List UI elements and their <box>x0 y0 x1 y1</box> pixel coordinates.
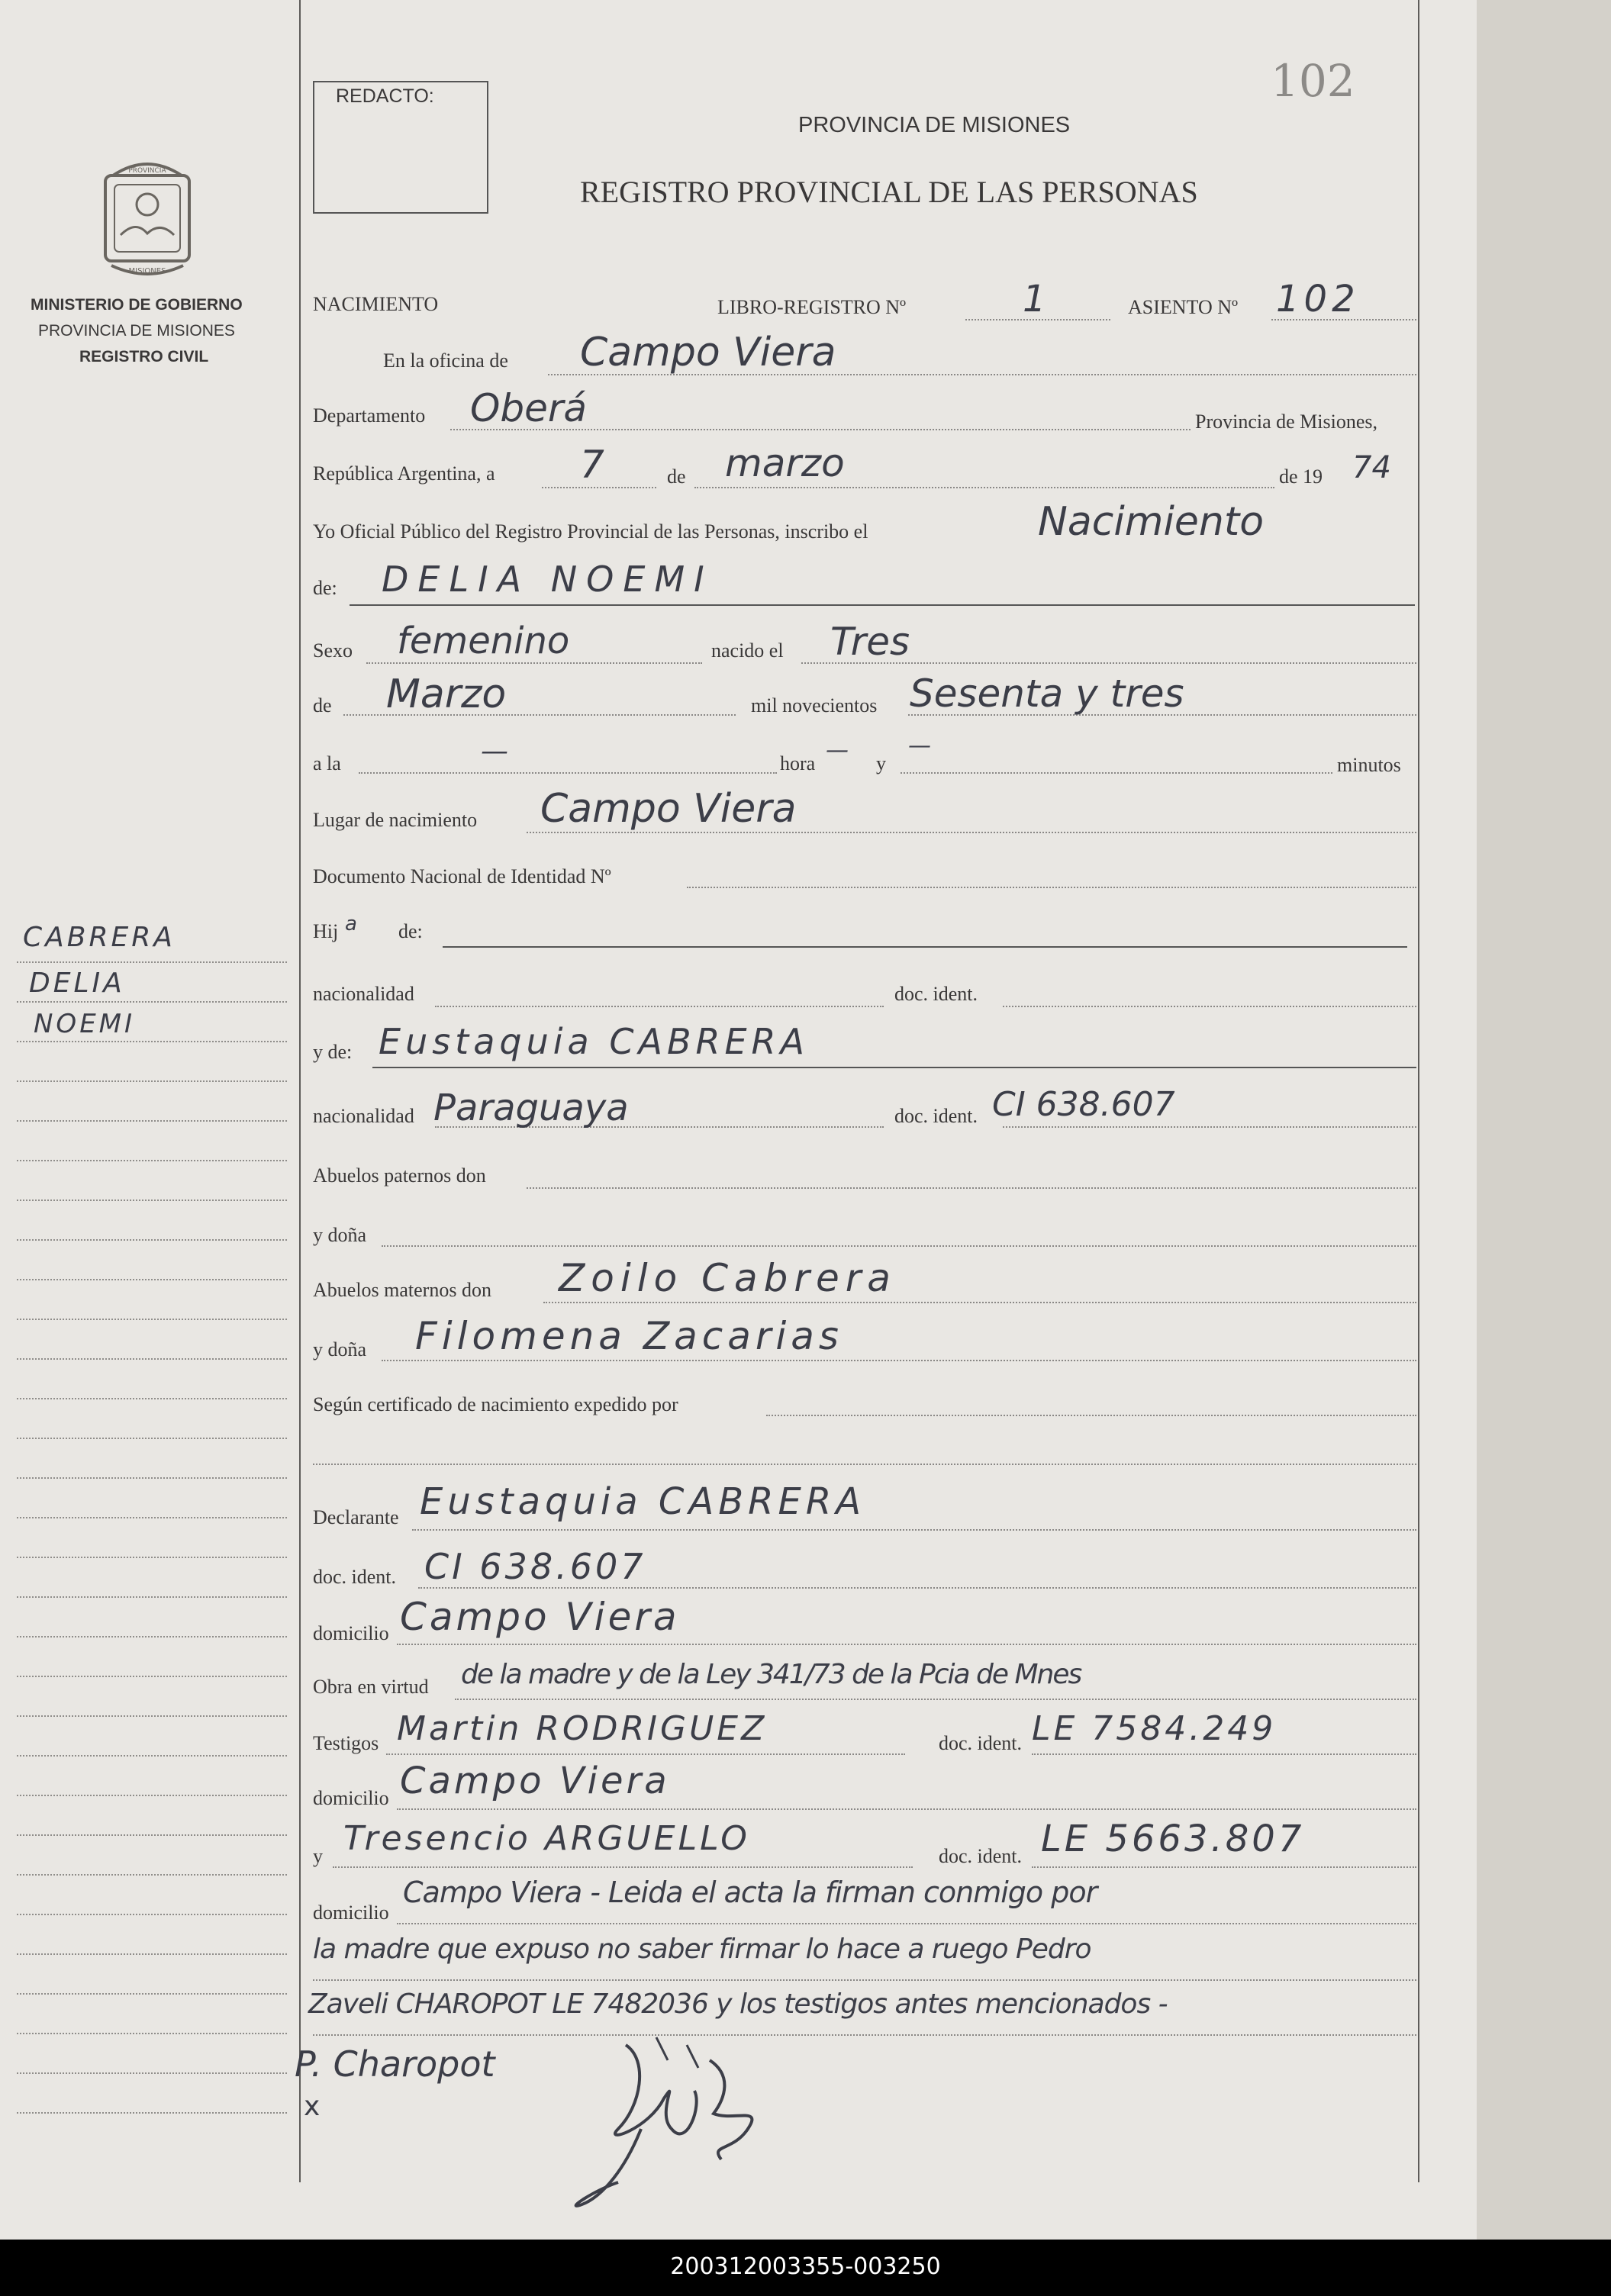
dni-label: Documento Nacional de Identidad Nº <box>313 865 611 887</box>
margin-line <box>17 1438 287 1439</box>
testigo2-y-label: y <box>313 1845 323 1867</box>
margin-surname: CABRERA <box>23 922 176 953</box>
margin-line <box>17 1319 287 1320</box>
oficina-value: Campo Viera <box>580 330 836 375</box>
testigo1-value: Martin RODRIGUEZ <box>397 1709 768 1748</box>
margin-line <box>17 1834 287 1836</box>
testigo1-domicilio-label: domicilio <box>313 1787 389 1809</box>
abuelos-maternos-label: Abuelos maternos don <box>313 1279 491 1301</box>
margin-line <box>17 1914 287 1915</box>
abuela-materna-line <box>382 1360 1416 1361</box>
document-identifier: 200312003355-003250 <box>670 2253 941 2280</box>
mother-name-value: Eustaquia CABRERA <box>379 1021 809 1062</box>
registry-title: REGISTRO PROVINCIAL DE LAS PERSONAS <box>580 175 1198 209</box>
abuelos-paternos-label: Abuelos paternos don <box>313 1164 486 1187</box>
ala-line <box>359 772 777 774</box>
margin-line <box>17 1358 287 1360</box>
year-value: 74 <box>1352 450 1391 485</box>
certificado-label: Según certificado de nacimiento expedido por <box>313 1393 678 1415</box>
closing-text-line: Zaveli CHAROPOT LE 7482036 y los testigos antes mencionados - <box>308 1988 1168 2020</box>
departamento-value: Oberá <box>470 386 588 430</box>
month-de-label: de <box>667 465 686 488</box>
minutos-line <box>901 772 1332 774</box>
abuelo-materno-value: Zoilo Cabrera <box>559 1256 897 1300</box>
ala-dash: — <box>481 736 508 767</box>
obra-value: de la madre y de la Ley 341/73 de la Pcia de Mnes <box>461 1659 1081 1690</box>
declarante-line <box>412 1529 1416 1531</box>
declarante-domicilio-line <box>397 1644 1416 1645</box>
father-nacionalidad-label: nacionalidad <box>313 983 414 1005</box>
closing-line-3 <box>313 2034 1416 2036</box>
testigo2-value: Tresencio ARGUELLO <box>343 1819 750 1858</box>
father-doc-label: doc. ident. <box>894 983 978 1005</box>
libro-value: 1 <box>1023 278 1046 320</box>
testigo2-doc-label: doc. ident. <box>939 1845 1023 1867</box>
margin-line <box>17 2112 287 2114</box>
redacto-label: REDACTO: <box>336 85 434 107</box>
margin-line <box>17 1993 287 1995</box>
margin-line <box>17 1874 287 1876</box>
sexo-value: femenino <box>397 620 570 662</box>
testigo1-doc-line <box>1032 1753 1416 1755</box>
testigo2-doc-value: LE 5663.807 <box>1041 1818 1305 1860</box>
father-doc-line <box>1003 1006 1416 1007</box>
lugar-line <box>527 832 1416 833</box>
sexo-line <box>366 662 702 664</box>
dni-line <box>687 887 1416 888</box>
month-line <box>694 487 1274 488</box>
act-value: Nacimiento <box>1038 499 1265 545</box>
abuela-paterna-line <box>382 1245 1416 1247</box>
act-type-label: NACIMIENTO <box>313 293 439 315</box>
minutos-label: minutos <box>1337 754 1401 776</box>
testigo2-doc-line <box>1032 1866 1416 1868</box>
provincia-label: Provincia de Misiones, <box>1195 411 1378 433</box>
closing-text-line: Campo Viera - Leida el acta la firman conmigo por <box>403 1876 1097 1909</box>
margin-line <box>17 961 287 963</box>
declarante-doc-line <box>418 1587 1416 1589</box>
child-name-value: DELIA NOEMI <box>382 559 714 600</box>
testigo1-line <box>386 1753 905 1755</box>
margin-line <box>17 1041 287 1042</box>
abuelos-maternos-line <box>543 1302 1416 1303</box>
declarante-label: Declarante <box>313 1506 399 1528</box>
hora-label: hora <box>780 752 816 774</box>
ministry-line: MINISTERIO DE GOBIERNO <box>31 296 243 314</box>
margin-line <box>17 1120 287 1122</box>
abuela-materna-value: Filomena Zacarias <box>415 1314 843 1358</box>
province-heading: PROVINCIA DE MISIONES <box>798 113 1071 137</box>
abuela-materna-label: y doña <box>313 1338 367 1361</box>
obra-label: Obra en virtud <box>313 1676 429 1698</box>
day-value: 7 <box>580 443 604 487</box>
oficina-label: En la oficina de <box>383 349 508 372</box>
closing-line-2 <box>313 1979 1416 1981</box>
oficial-label: Yo Oficial Público del Registro Provincial de las Personas, inscribo el <box>313 520 868 543</box>
svg-text:MISIONES: MISIONES <box>128 267 166 275</box>
margin-line <box>17 1477 287 1479</box>
margin-line <box>17 1279 287 1280</box>
yde-label: y de: <box>313 1041 353 1063</box>
lugar-label: Lugar de nacimiento <box>313 809 478 831</box>
margin-line <box>17 1080 287 1082</box>
libro-label: LIBRO-REGISTRO Nº <box>717 296 907 318</box>
birth-year-value: Sesenta y tres <box>910 671 1184 716</box>
page-number: 102 <box>1271 55 1355 107</box>
signature-mark: x <box>304 2091 321 2122</box>
nacido-label: nacido el <box>711 639 784 662</box>
provincial-seal-icon <box>90 151 205 281</box>
asiento-value: 102 <box>1276 278 1360 320</box>
testigo2-domicilio-label: domicilio <box>313 1902 389 1924</box>
declarante-doc-label: doc. ident. <box>313 1566 397 1588</box>
margin-line <box>17 1001 287 1003</box>
sexo-label: Sexo <box>313 639 353 662</box>
svg-text:PROVINCIA: PROVINCIA <box>128 167 166 175</box>
father-nacionalidad-line <box>435 1006 884 1007</box>
hijo-line <box>443 946 1407 948</box>
margin-first-name: DELIA <box>29 968 125 999</box>
departamento-label: Departamento <box>313 404 426 427</box>
day-line <box>542 487 656 488</box>
declarante-domicilio-label: domicilio <box>313 1622 389 1644</box>
hijo-de-label: de: <box>398 920 423 942</box>
mil-label: mil novecientos <box>751 694 878 716</box>
testigo1-doc-label: doc. ident. <box>939 1732 1023 1754</box>
ala-label: a la <box>313 752 341 774</box>
declarante-doc-value: CI 638.607 <box>424 1546 646 1587</box>
asiento-label: ASIENTO Nº <box>1128 296 1239 318</box>
month-value: marzo <box>725 441 845 485</box>
testigo1-doc-value: LE 7584.249 <box>1032 1709 1277 1748</box>
closing-line-1 <box>397 1923 1416 1924</box>
mother-nacionalidad-label: nacionalidad <box>313 1105 414 1127</box>
left-margin-rule <box>299 0 301 2182</box>
hijo-label: Hij <box>313 920 339 942</box>
mother-doc-label: doc. ident. <box>894 1105 978 1127</box>
ministry-registry-line: REGISTRO CIVIL <box>79 348 209 365</box>
testigo1-domicilio-value: Campo Viera <box>400 1760 670 1802</box>
footer-bar <box>0 2240 1611 2296</box>
margin-line <box>17 2033 287 2034</box>
name-de-label: de: <box>313 577 337 599</box>
hora-dash: — <box>826 737 849 764</box>
y-label: y <box>876 752 886 774</box>
margin-line <box>17 1557 287 1558</box>
birth-month-de-label: de <box>313 694 332 716</box>
testigo2-line <box>333 1866 913 1868</box>
margin-line <box>17 1795 287 1796</box>
margin-line <box>17 2072 287 2074</box>
margin-line <box>17 1953 287 1955</box>
margin-line <box>17 1517 287 1518</box>
abuelos-paternos-line <box>527 1187 1416 1189</box>
margin-line <box>17 1398 287 1399</box>
abuela-paterna-label: y doña <box>313 1224 367 1246</box>
lugar-value: Campo Viera <box>540 786 797 832</box>
margin-line <box>17 1676 287 1677</box>
margin-line <box>17 1636 287 1637</box>
margin-line <box>17 1239 287 1241</box>
right-margin-rule <box>1418 0 1419 2182</box>
background-mat <box>1477 0 1611 2240</box>
margin-middle-name: NOEMI <box>34 1009 136 1039</box>
margin-line <box>17 1200 287 1201</box>
obra-line <box>455 1699 1416 1700</box>
mother-line <box>372 1067 1416 1068</box>
certificado-line <box>766 1415 1416 1416</box>
certificado-line-2 <box>313 1464 1416 1465</box>
hijo-suffix: a <box>345 913 357 935</box>
republica-label: República Argentina, a <box>313 462 495 485</box>
declarante-value: Eustaquia CABRERA <box>420 1480 866 1523</box>
birth-month-value: Marzo <box>386 671 507 717</box>
margin-line <box>17 1755 287 1757</box>
declarante-domicilio-value: Campo Viera <box>400 1595 680 1639</box>
mother-doc-line <box>1003 1126 1416 1128</box>
mother-nacionalidad-value: Paraguaya <box>433 1087 629 1129</box>
margin-line <box>17 1160 287 1161</box>
name-line <box>350 604 1415 606</box>
minutos-dash: — <box>908 733 931 759</box>
margin-line <box>17 1596 287 1598</box>
year-label: de 19 <box>1279 465 1323 488</box>
margin-line <box>17 1715 287 1717</box>
signature-scribble-icon <box>534 2014 824 2213</box>
testigos-label: Testigos <box>313 1732 379 1754</box>
closing-text-line: la madre que expuso no saber firmar lo hace a ruego Pedro <box>313 1934 1091 1965</box>
ministry-province-line: PROVINCIA DE MISIONES <box>38 322 235 340</box>
signature-name: P. Charopot <box>295 2043 495 2085</box>
nacido-value: Tres <box>830 620 910 664</box>
mother-doc-value: CI 638.607 <box>992 1085 1175 1124</box>
testigo1-domicilio-line <box>397 1808 1416 1810</box>
